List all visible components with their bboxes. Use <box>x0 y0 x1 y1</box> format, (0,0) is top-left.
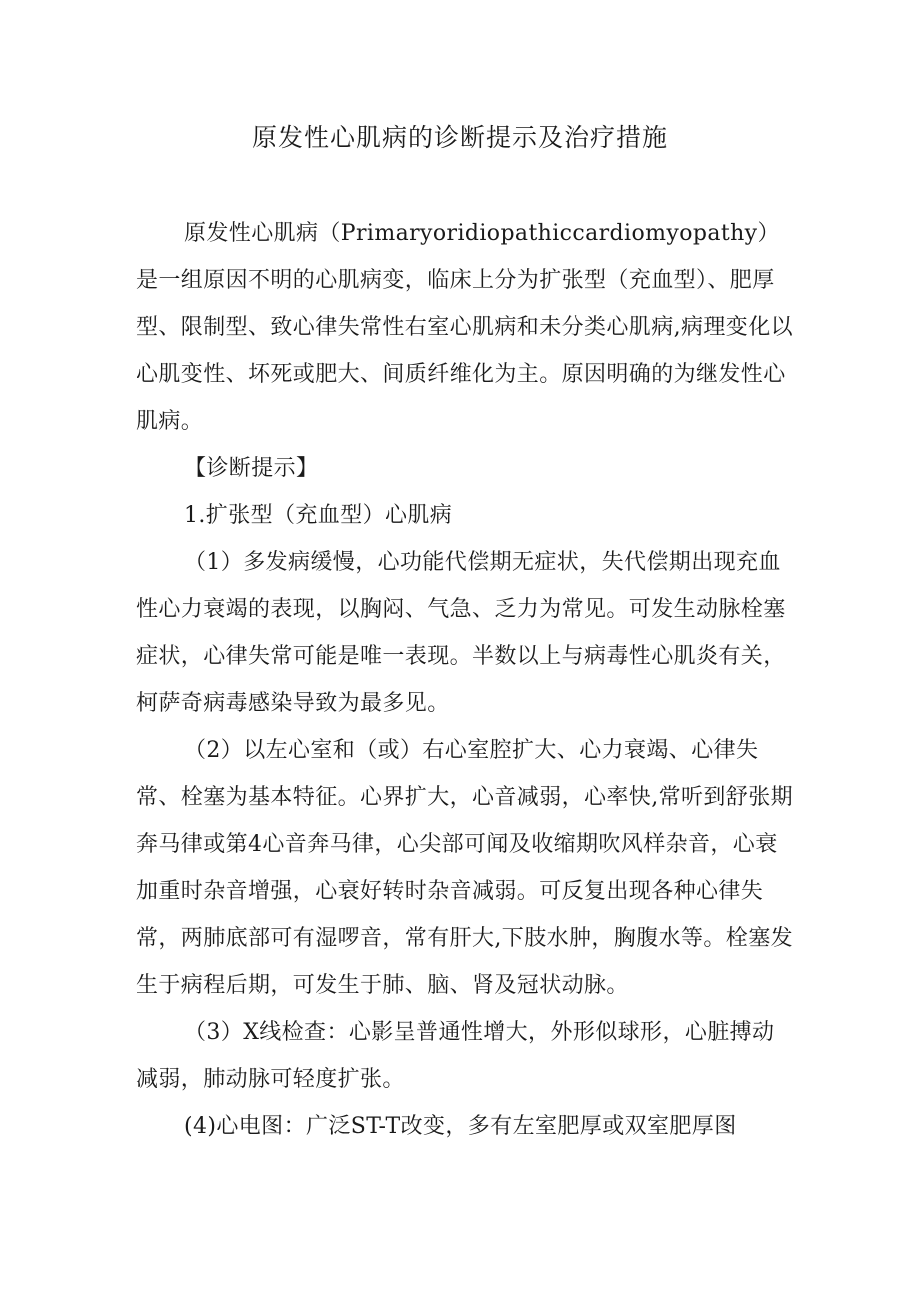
subsection-heading: 1.扩张型（充血型）心肌病 <box>184 503 453 528</box>
item-paragraph: (4)心电图：广泛ST-T改变，多有左室肥厚或双室肥厚图 <box>184 1114 737 1139</box>
item-paragraph: （2）以左心室和（或）右心室腔扩大、心力衰竭、心律失常、栓塞为基本特征。心界扩大，心音减弱，心率快,常听到舒张期奔马律或第4心音奔马律，心尖部可闻及收缩期吹风样杂音，心衰加重时杂音增强，心衰好转时杂音减弱。可反复出现各种心律失常，两肺底部可有湿啰音，常有肝大,下肢水肿，胸腹水等。栓塞发生于病程后期，可发生于肺、脑、肾及冠状动脉。 <box>136 738 793 998</box>
intro-paragraph: 原发性心肌病（Primaryoridiopathiccardiomyopathy）是一组原因不明的心肌病变，临床上分为扩张型（充血型）、肥厚型、限制型、致心律失常性右室心肌病和未分类心肌病,病理变化以心肌变性、坏死或肥大、间质纤维化为主。原因明确的为继发性心肌病。 <box>136 221 793 434</box>
document-body <box>136 210 796 1150</box>
item-paragraph: （3）X线检查：心影呈普通性增大，外形似球形，心脏搏动减弱，肺动脉可轻度扩张。 <box>136 1020 775 1092</box>
item-paragraph: （1）多发病缓慢，心功能代偿期无症状，失代偿期出现充血性心力衰竭的表现，以胸闷、气急、乏力为常见。可发生动脉栓塞症状，心律失常可能是唯一表现。半数以上与病毒性心肌炎有关，柯萨奇病毒感染导致为最多见。 <box>136 550 786 716</box>
section-heading: 【诊断提示】 <box>184 456 319 481</box>
document-title: 原发性心肌病的诊断提示及治疗措施 <box>251 123 668 152</box>
